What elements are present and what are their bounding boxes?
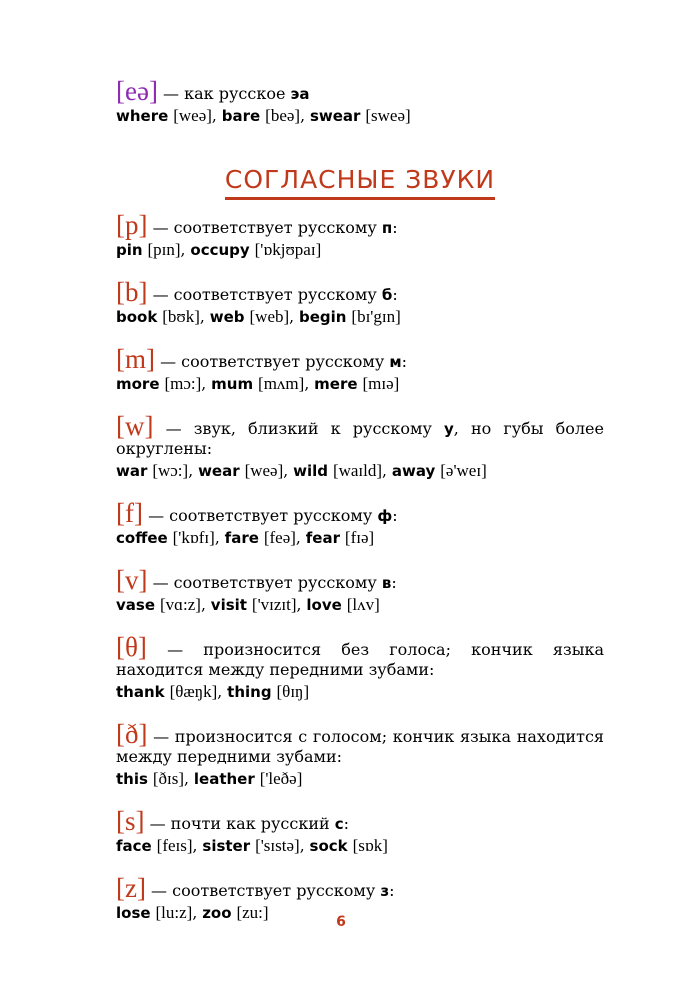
example-transcription: [sweə] — [365, 106, 411, 125]
examples-line: where [weə], bare [beə], swear [sweə] — [116, 106, 411, 125]
example-word: thing — [227, 683, 272, 701]
description-suffix: : — [392, 218, 398, 237]
example-transcription: ['leðə] — [259, 769, 303, 788]
examples-line: pin [pɪn], occupy ['ɒkjʊpaɪ] — [116, 240, 322, 259]
phoneme-entry — [116, 806, 604, 857]
phoneme-entry — [116, 565, 604, 616]
examples-line: face [feɪs], sister ['sɪstə], sock [sɒk] — [116, 836, 388, 855]
consonant-entries — [116, 210, 604, 924]
examples-line: war [wɔ:], wear [weə], wild [waɪld], away [ə'weɪ] — [116, 461, 487, 480]
example-word: bare — [221, 107, 261, 125]
example-transcription: ['sɪstə] — [255, 836, 300, 855]
description-bold: з — [380, 882, 390, 900]
example-transcription: ['kɒfɪ] — [172, 528, 215, 547]
examples-line: coffee ['kɒfɪ], fare [feə], fear [fɪə] — [116, 528, 375, 547]
example-word: face — [116, 837, 152, 855]
example-transcription: [zu:] — [236, 903, 269, 922]
example-transcription: [ðɪs] — [152, 769, 185, 788]
example-word: sister — [202, 837, 251, 855]
phonetic-symbol: [m] — [116, 344, 155, 374]
phonetic-symbol: [s] — [116, 806, 145, 836]
description-prefix: — соответствует русскому — [147, 218, 382, 237]
description-bold: м — [389, 353, 402, 371]
example-word: web — [209, 308, 245, 326]
phonetic-symbol: [θ] — [116, 632, 147, 662]
example-word: book — [116, 308, 158, 326]
example-word: pin — [116, 241, 143, 259]
example-transcription: [vɑ:z] — [159, 595, 201, 614]
example-word: thank — [116, 683, 165, 701]
description-suffix: , но губы более округлены: — [116, 419, 604, 458]
entry-description-line — [116, 498, 604, 528]
description-bold: эа — [290, 85, 310, 103]
example-transcription: [weə] — [244, 461, 284, 480]
description-prefix: — соответствует русскому — [142, 506, 378, 525]
phonetic-symbol: [v] — [116, 565, 148, 595]
page-content — [116, 76, 604, 944]
description-prefix: — соответствует русскому — [145, 881, 381, 900]
example-transcription: ['ɒkjʊpaɪ] — [254, 240, 322, 259]
top-entry — [116, 76, 604, 127]
entry-description-line — [116, 210, 604, 240]
example-word: occupy — [190, 241, 250, 259]
example-word: lose — [116, 904, 151, 922]
entry-description-line — [116, 76, 604, 106]
entry-description-line — [116, 565, 604, 595]
examples-line: vase [vɑ:z], visit ['vɪzɪt], love [lʌv] — [116, 595, 380, 614]
description-suffix: : — [389, 881, 395, 900]
example-word: leather — [193, 770, 255, 788]
description-suffix: : — [392, 285, 398, 304]
phonetic-symbol: [f] — [116, 498, 143, 528]
example-transcription: [bʊk] — [162, 307, 200, 326]
description-bold: п — [381, 219, 393, 237]
example-transcription: [feɪs] — [156, 836, 193, 855]
example-transcription: [θɪŋ] — [276, 682, 310, 701]
examples-line: book [bʊk], web [web], begin [bɪ'gɪn] — [116, 307, 401, 326]
section-heading: СОГЛАСНЫЕ ЗВУКИ — [225, 165, 495, 200]
entry-description-line — [116, 719, 604, 767]
example-word: where — [116, 107, 169, 125]
description-prefix: — как русское — [157, 84, 291, 103]
description-bold: ф — [377, 507, 393, 525]
example-transcription: [waɪld] — [332, 461, 383, 480]
example-transcription: [mɪə] — [362, 374, 400, 393]
example-word: away — [391, 462, 436, 480]
description-prefix: — соответствует русскому — [154, 352, 390, 371]
example-transcription: [ə'weɪ] — [440, 461, 487, 480]
entry-description-line — [116, 873, 604, 903]
example-word: swear — [309, 107, 361, 125]
example-word: visit — [210, 596, 247, 614]
example-transcription: [bɪ'gɪn] — [351, 307, 401, 326]
phonetic-symbol: [z] — [116, 873, 146, 903]
description-prefix: — произносится без голоса; кончик языка находится между передними зубами: — [116, 640, 604, 679]
example-word: war — [116, 462, 148, 480]
phoneme-entry — [116, 411, 604, 482]
example-word: this — [116, 770, 148, 788]
phonetic-symbol: [ð] — [116, 719, 148, 749]
examples-line: thank [θæŋk], thing [θɪŋ] — [116, 682, 310, 701]
phoneme-entry — [116, 277, 604, 328]
description-suffix: : — [391, 573, 397, 592]
page-number: 6 — [336, 914, 346, 930]
description-suffix: : — [343, 814, 350, 833]
example-transcription: [θæŋk] — [169, 682, 218, 701]
example-word: fear — [305, 529, 340, 547]
examples-line: lose [lu:z], zoo [zu:] — [116, 903, 269, 922]
phoneme-entry — [116, 632, 604, 703]
description-prefix: — почти как русский — [144, 814, 335, 833]
example-word: mum — [211, 375, 254, 393]
example-transcription: [mʌm] — [258, 374, 305, 393]
example-transcription: [feə] — [263, 528, 296, 547]
description-bold: б — [381, 286, 393, 304]
phoneme-entry — [116, 210, 604, 261]
phonetic-symbol: [b] — [116, 277, 148, 307]
example-transcription: ['vɪzɪt] — [251, 595, 297, 614]
example-transcription: [fɪə] — [344, 528, 375, 547]
description-prefix: — произносится с голосом; кончик языка находится между передними зубами: — [116, 727, 604, 766]
example-transcription: [wɔ:] — [152, 461, 189, 480]
example-transcription: [sɒk] — [352, 836, 388, 855]
example-word: wear — [198, 462, 240, 480]
description-bold: у — [443, 420, 454, 438]
description-suffix: : — [401, 352, 408, 371]
example-word: begin — [299, 308, 347, 326]
entry-description-line — [116, 806, 604, 836]
example-transcription: [mɔ:] — [164, 374, 202, 393]
section-heading-wrap — [116, 165, 604, 200]
description-prefix: — соответствует русскому — [147, 285, 382, 304]
example-word: zoo — [202, 904, 232, 922]
example-transcription: [weə] — [173, 106, 212, 125]
phonetic-symbol: [p] — [116, 210, 148, 240]
example-transcription: [lʌv] — [346, 595, 380, 614]
example-word: wild — [293, 462, 329, 480]
entry-description-line — [116, 277, 604, 307]
example-word: fare — [224, 529, 259, 547]
entry-description-line — [116, 344, 604, 374]
example-word: more — [116, 375, 160, 393]
phoneme-entry — [116, 719, 604, 790]
description-suffix: : — [392, 506, 398, 525]
example-transcription: [lu:z] — [155, 903, 193, 922]
example-word: love — [306, 596, 342, 614]
description-prefix: — звук, близкий к русскому — [153, 419, 444, 438]
phonetic-symbol: [eə] — [116, 76, 158, 106]
example-transcription: [beə] — [265, 106, 301, 125]
phonetic-symbol: [w] — [116, 411, 154, 441]
phoneme-entry — [116, 344, 604, 395]
example-transcription: [web] — [249, 307, 290, 326]
description-bold: с — [334, 815, 344, 833]
example-word: vase — [116, 596, 156, 614]
entry-description-line — [116, 632, 604, 680]
examples-line: more [mɔ:], mum [mʌm], mere [mɪə] — [116, 374, 400, 393]
example-transcription: [pɪn] — [147, 240, 181, 259]
description-bold: в — [381, 574, 392, 592]
example-word: mere — [314, 375, 358, 393]
entry-description-line — [116, 411, 604, 459]
examples-line: this [ðɪs], leather ['leðə] — [116, 769, 303, 788]
example-word: sock — [309, 837, 348, 855]
description-prefix: — соответствует русскому — [147, 573, 382, 592]
phoneme-entry — [116, 498, 604, 549]
example-word: coffee — [116, 529, 168, 547]
